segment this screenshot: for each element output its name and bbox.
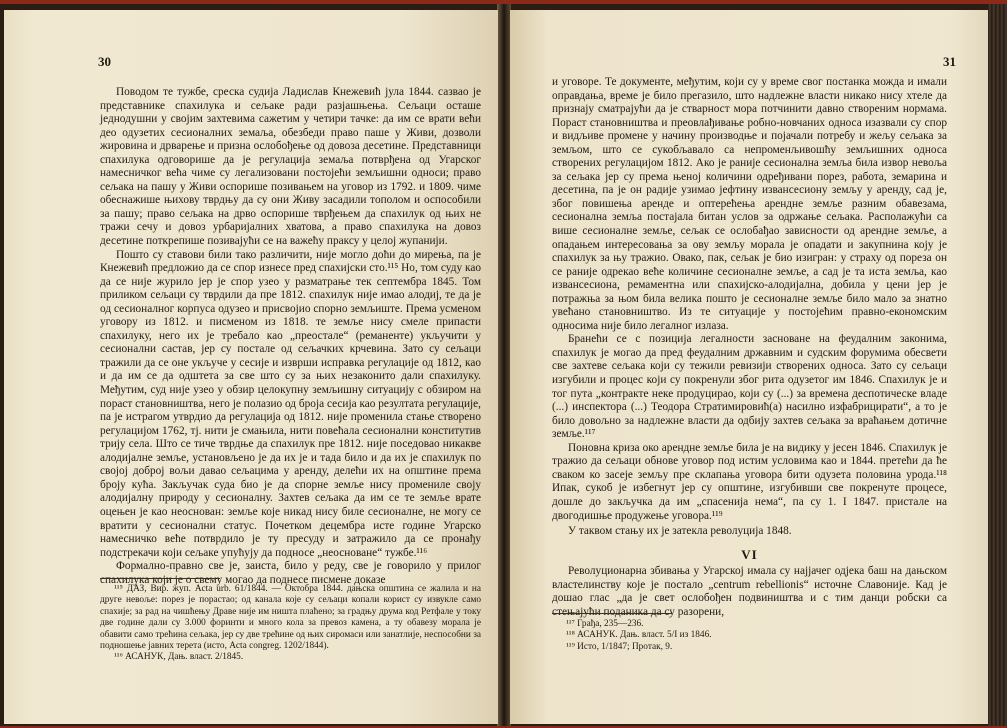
page-number: 31 [943, 54, 956, 69]
paragraph: Бранећи се с позиција легалности засноване на феудалним законима, спахилук је могао да пред феудалним државним и судским форумима обесвети све захтеве сељака који су тежили ревизији створених односа. Зато су сељаци изгубили и процес који су покренули због рита одузетог им 1846. Спахилук је и тог пута „контракте неке продуцирао, који су (...) за времена деспотическе владе (...) инспектора (...) Теодора Стратимировић(а) насилно изфабрицирати“, а то је било довољно за надлежне власти да одбију захтев сељака за враћањем дотичне земље.¹¹⁷ [552, 333, 947, 441]
paragraph: Револуционарна збивања у Угарској имала су најјачег одјека баш на дањском властелинству које је постало „centrum rebellionis“ источне Славоније. Кад је дошао глас „да је свет ослобођен подвиништва и с тим данци робски са стењајући поданика да су разорени, [552, 565, 947, 618]
footnote-rule [552, 613, 672, 614]
paragraph: Пошто су ставови били тако различити, није могло доћи до мирења, па је Кнежевић предложио да се спор изнесе пред спахијски сто.¹¹⁵ Но, том суду као да се није журило јер је спор узео у разматрање тек септембра 1845. Том приликом сељаци су тврдили да пре 1812. спахилук није имао алодиј, те да је од сесионалног корпуса одузео и присвојио спорно земљиште. Према усменом уговору из 1812. и писменом из 1818. те земље нису смеле припасти спахилуку, него их је требало као „преостале“ (реманенте) укључити у сесионални састав, јер су постале од сељачких крчевина. Зато су сељаци тражили да се оне укључе у сесије и изврши исправка регулације од 1812, као и да им се да одштета за све што су за њих незаконито дали спахилуку. Међутим, суд није узео у обзир целокупну земљишну ситуацију с обзиром на пораст становништва, него је полазио од броја сесија као резултата регулације, па је истрагом утврдио да регулација од 1812. није променила стање створено регулацијом 1762, тј. нити је смањила, нити повећала сесионални конститутив трију села. Што се тиче тврдње да спахилук пре 1812. није поседовао никакве алодијалне земље, установљено је да их је и тада било и да их је спахилук по својој доброј вољи давао сељацима у аренду, делећи их на општине према броју кућа. Закључак суда био је да спорне земље нису промениле своју алодијалну природу у сесионалну. Захтев сељака да им се те земље врате оцењен је као неоснован: земље које никад нису биле сесионалне, не могу се вратити у сесионални статус. Почетком децембра исте године Угарско намесничко веће потврдило је ту пресуду и затражило да се пронађу подстрекачи који сељаке упућују да подносе „неосноване“ тужбе.¹¹⁶ [100, 248, 481, 559]
paragraph: и уговоре. Те документе, међутим, који су у време свог постанка можда и имали оправдања, време је било прегазило, што надлежне власти никако нису хтеле да признају сматрајући да је стварност мора потчинити давно створеним нормама. Пораст становништва и преовлађивање робно-новчаних односа изазвали су спор и видљиве промене у начину производње и појачали потребу и жељу сељака за земљом, што се сукобљавало са непроменљивошћу земљишних односа створених регулацијом 1812. Ако је раније сесионална земља била извор невоља за сељака јер су према њеној количини одређивани порез, работа, земарина и десетина, па је он радије узимао јефтину извансесиону земљу у аренду, сад је, због повишења аренде и оптерећења арендне земље разним обавезама, сесионална земља постајала битан услов за одржање сељака. Располажући са више сесионалне земље, сељак се ослобађао зависности од арендне земље, а опадањем интересовања за ову земљу морала је опадати и закупнина коју је спахилук за њу тражио. Овако, пак, сељак је био изигран: у страху од пореза он се раније одрекао веће количине сесионалне земље, а сад је та иста земља, као извансесиона, ремаментна или спахијско-алодијална, добила у цени јер је потражња за њом била велика пошто је сесионалне земље било мало за знатно увећано становништво. Из те ситуације у постојећим правно-економским односима није било легалног излаза. [552, 76, 947, 332]
body-text [100, 86, 481, 587]
left-page [4, 10, 498, 724]
section-body-text [552, 565, 947, 619]
page-edges [988, 4, 1007, 726]
paragraph: Поводом те тужбе, среска судија Ладислав Кнежевић јула 1844. сазвао је представнике спахилука и сељаке ради разјашњења. Сељаци осташе једнодушни у својим захтевима сажетим у четири тачке: да им се врати већи део одузетих сесионалних земаља, обезбеди право паше у Живи, дозволи жировина и дрварење и призна ослобођење од довоза десетине. Представници спахилука одговорише да је регулација земаља потврђена од Угарског намесничког већа чиме су легализовани постојећи земљишни односи; право сељака на пашу у Живи оспорише позивањем на уговор из 1792. и 1809. чиме обеснажише њихову тврдњу да су они Живу засадили тополом и оспособили за пашу; право сељака на дрво оспорише тврђењем да спахилук од њих не тражи сечу и довоз урбаријалних хватова, а право спахилука на довоз десетине поткрепише позивајући се на важећу праксу у целој жупанији. [100, 86, 481, 248]
page-number: 30 [98, 54, 111, 69]
body-text [552, 76, 947, 539]
right-page [510, 10, 988, 724]
footnotes [552, 613, 947, 653]
footnote: ¹¹⁸ АСАНУК. Дањ. власт. 5/I из 1846. [566, 630, 712, 641]
footnote: ¹¹⁷ Грађа, 235—236. [566, 619, 644, 629]
paragraph: У таквом стању их је затекла револуција 1848. [568, 525, 792, 538]
footnote: ¹¹⁶ АСАНУК, Дањ. власт. 2/1845. [114, 652, 244, 663]
paragraph: Формално-правно све је, заиста, било у реду, све је говорило у прилог спахилука који је о свему могао да поднесе писмене доказе [100, 560, 481, 586]
section-heading: VI [741, 547, 758, 562]
book-spread [0, 4, 1007, 726]
footnote: ¹¹⁵ ДАЗ, Вир. жуп. Acta urb. 61/1844. — Октобра 1844. дањска општина се жалила и на друге невоље: порез је порастао; од канала које су сељаци копали корист су извукле само спахије; за рад на чишћењу Драве није им ништа плаћено; за градњу друма код Ретфале у току две године дали су 3.000 форинти и много кола за превоз камена, а ту обавезу морала је обавити само трећина сељака, јер су две трећине од њих сиромаси или занатлије, неспособни за подношење јавних терета (исто, Acta congreg. 1202/1844). [100, 584, 482, 652]
footnote: ¹¹⁹ Исто, 1/1847; Протак, 9. [566, 641, 673, 652]
footnote-rule [100, 578, 220, 579]
book-gutter [497, 4, 511, 726]
paragraph: Поновна криза око арендне земље била је на видику у јесен 1846. Спахилук је тражио да сељаци обнове уговор под истим условима као и 1844. претећи да ће сваком ко засеје земљу пре склапања уговора бити одузета половина урода.¹¹⁸ Ипак, сукоб је избегнут јер су општине, изгубивши све покренуте процесе, дошле до закључка да им „спасенија нема“, па су 1. I 1847. пристале на двогодишње продужење уговора.¹¹⁹ [552, 441, 947, 522]
footnotes [100, 578, 481, 664]
